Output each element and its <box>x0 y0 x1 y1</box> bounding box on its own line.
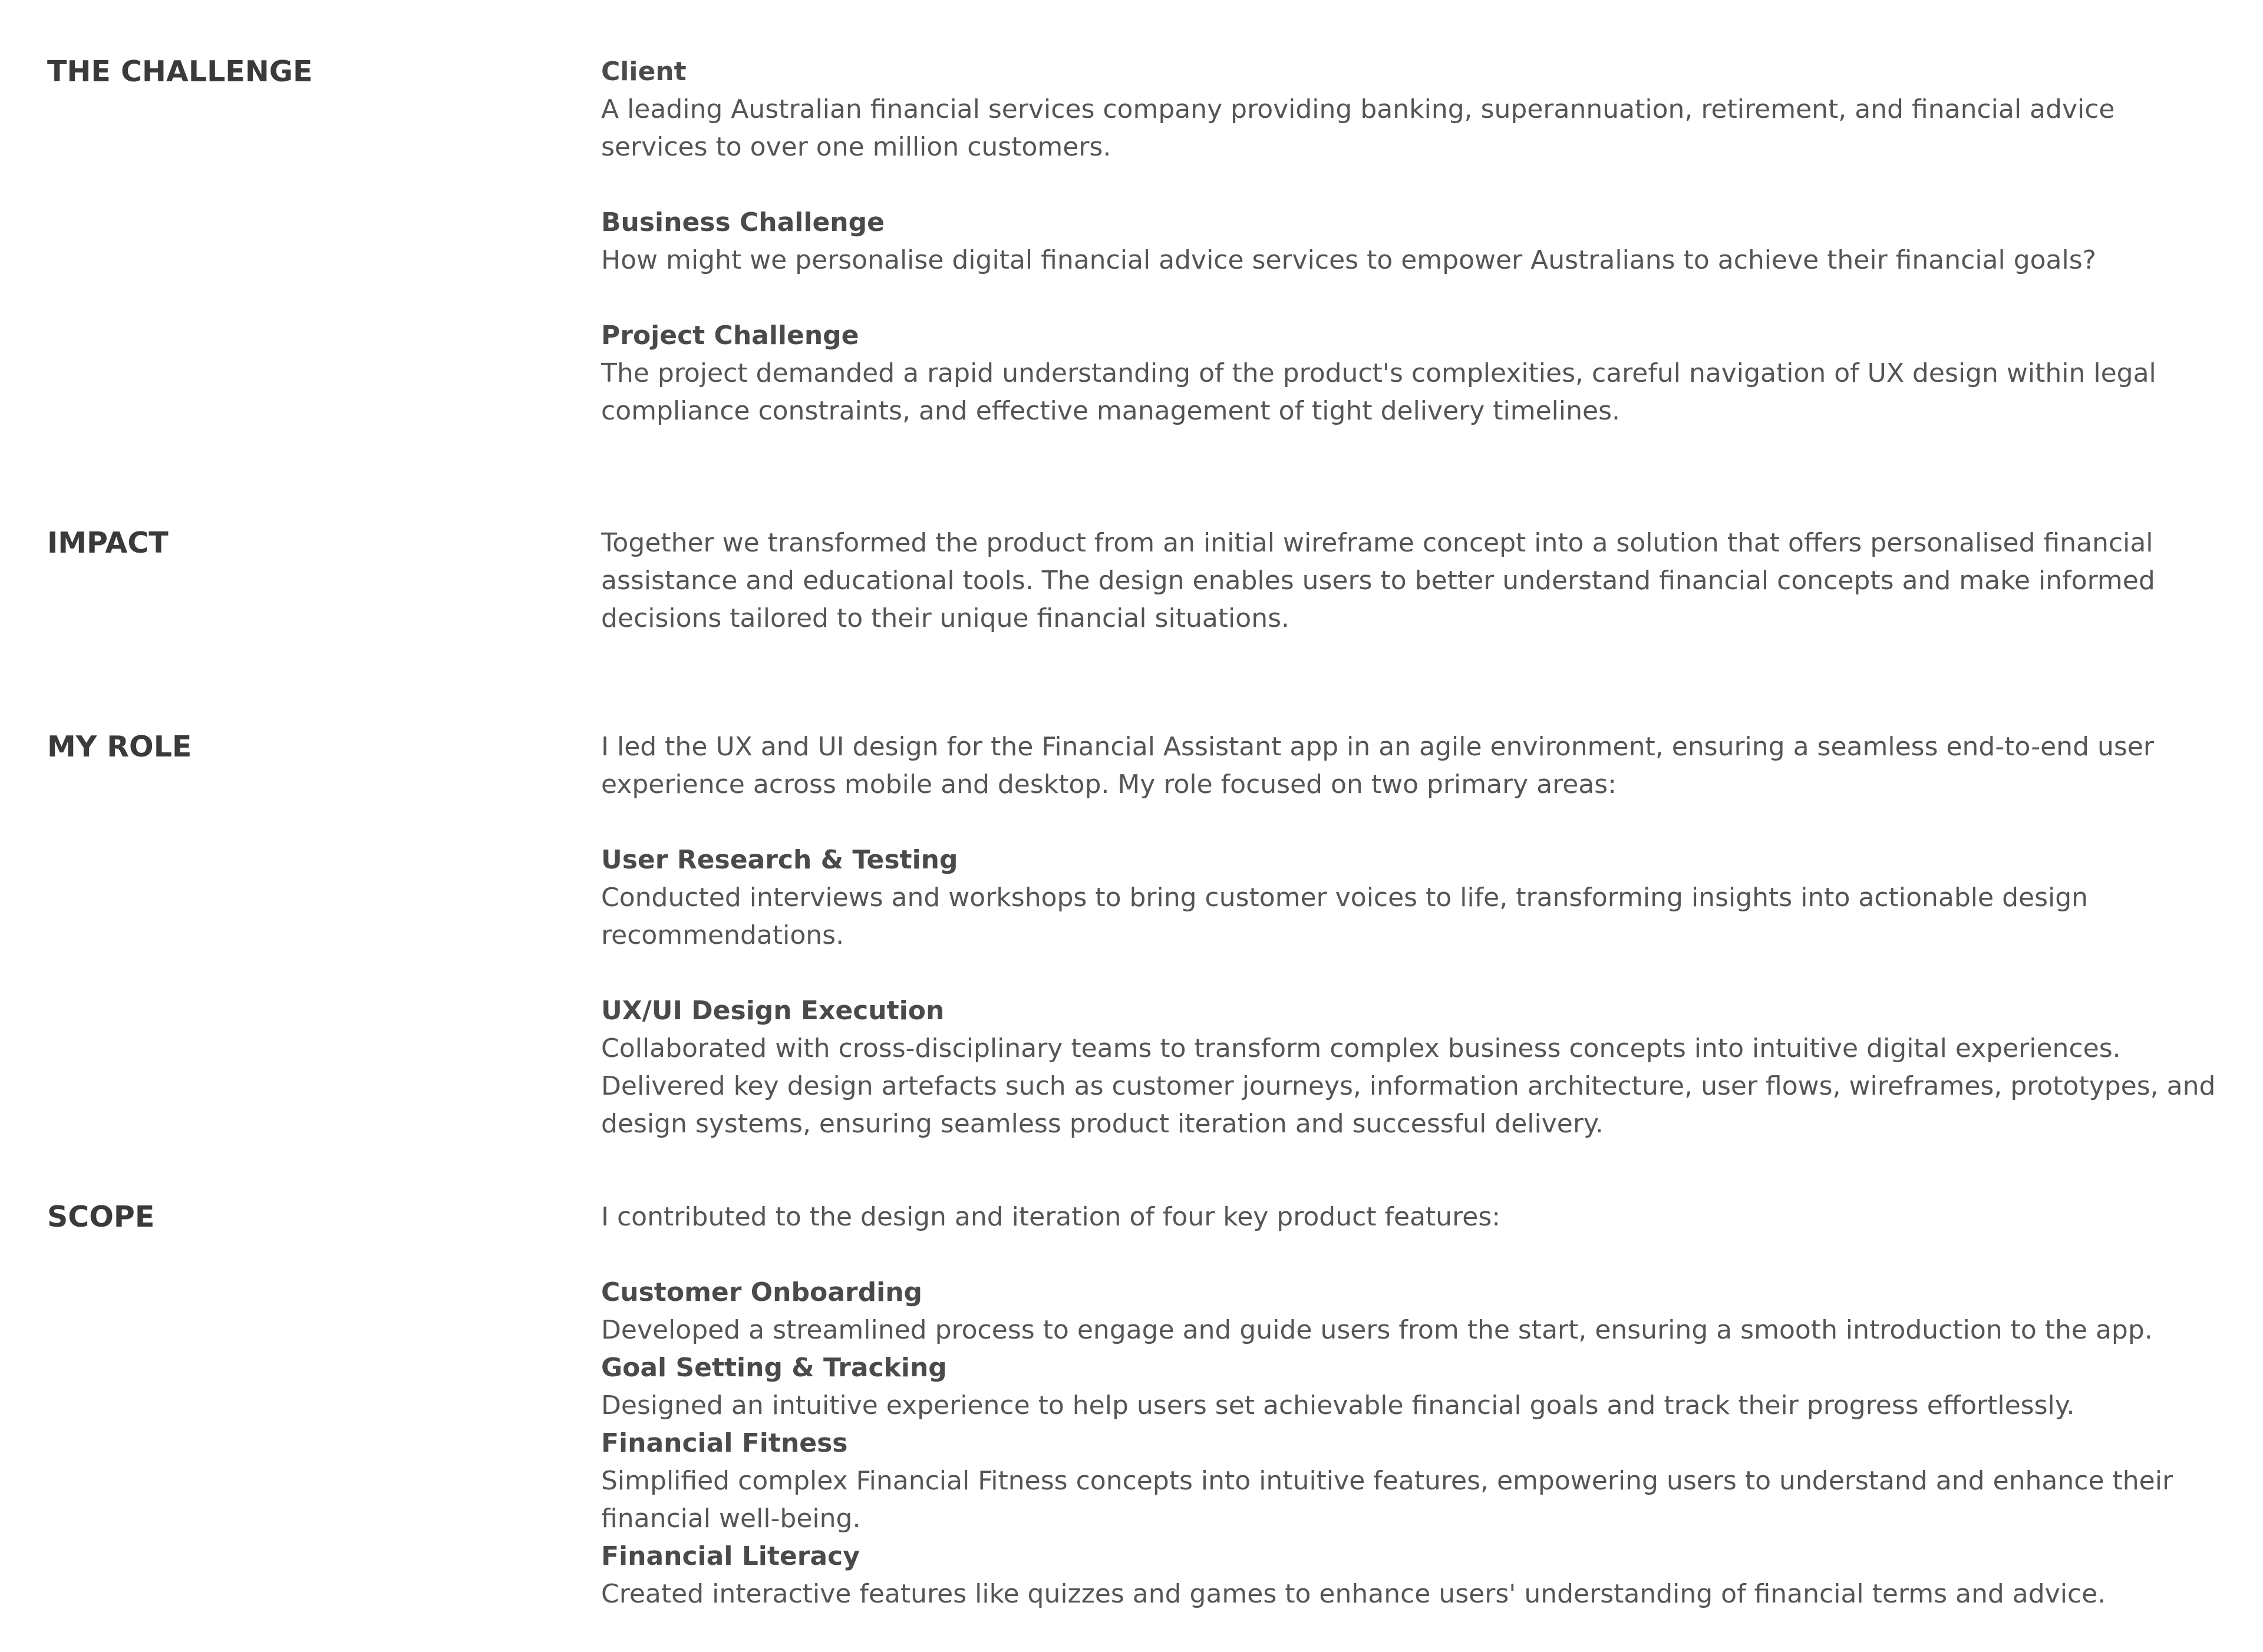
project-challenge-text: The project demanded a rapid understanding of the product's complexities, careful navigation of UX design within legal compliance constraints, and effective management of tight delivery timelines. <box>601 358 2156 426</box>
impact-text: Together we transformed the product from an initial wireframe concept into a solution that offers personalised financial assistance and educational tools. The design enables users to better understand financial concepts and make informed decisions tailored to their unique financial situations. <box>601 528 2155 633</box>
design-execution-text: Collaborated with cross-disciplinary teams to transform complex business concepts into intuitive digital experiences. Delivered key design artefacts such as customer journeys, information architecture, user flows, wireframes, prototypes, and design systems, ensuring seamless product iteration and successful delivery. <box>601 1033 2216 1139</box>
design-execution-block <box>601 992 2228 1143</box>
client-block <box>601 53 2228 166</box>
project-challenge-block <box>601 317 2228 430</box>
role-content <box>601 728 2228 1143</box>
goal-setting-title: Goal Setting & Tracking <box>601 1353 947 1383</box>
role-intro-text: I led the UX and UI design for the Financial Assistant app in an agile environment, ensuring a seamless end-to-end user experience across mobile and desktop. My role focused on two primary areas: <box>601 732 2154 799</box>
design-execution-title: UX/UI Design Execution <box>601 996 945 1026</box>
financial-literacy-text: Created interactive features like quizzes and games to enhance users' understanding of financial terms and advice. <box>601 1579 2106 1609</box>
customer-onboarding-text: Developed a streamlined process to engage and guide users from the start, ensuring a smooth introduction to the app. <box>601 1315 2153 1345</box>
business-challenge-title: Business Challenge <box>601 207 885 237</box>
user-research-title: User Research & Testing <box>601 845 958 875</box>
financial-literacy-block <box>601 1538 2228 1613</box>
scope-intro-text: I contributed to the design and iteration of four key product features: <box>601 1202 1501 1232</box>
project-challenge-title: Project Challenge <box>601 321 859 351</box>
challenge-heading: THE CHALLENGE <box>47 55 313 88</box>
scope-intro-block <box>601 1198 2228 1236</box>
goal-setting-text: Designed an intuitive experience to help users set achievable financial goals and track their progress effortlessly. <box>601 1390 2075 1420</box>
scope-content <box>601 1198 2228 1613</box>
user-research-block <box>601 841 2228 954</box>
financial-fitness-block <box>601 1425 2228 1538</box>
client-title: Client <box>601 57 687 87</box>
customer-onboarding-title: Customer Onboarding <box>601 1277 923 1307</box>
customer-onboarding-block <box>601 1274 2228 1349</box>
user-research-text: Conducted interviews and workshops to bring customer voices to life, transforming insights into actionable design recommendations. <box>601 883 2089 950</box>
scope-heading: SCOPE <box>47 1200 155 1234</box>
role-heading: MY ROLE <box>47 730 192 764</box>
financial-fitness-text: Simplified complex Financial Fitness concepts into intuitive features, empowering users to understand and enhance their financial well-being. <box>601 1466 2173 1534</box>
client-text: A leading Australian financial services company providing banking, superannuation, retirement, and financial advice services to over one million customers. <box>601 94 2115 162</box>
financial-fitness-title: Financial Fitness <box>601 1428 848 1458</box>
business-challenge-block <box>601 204 2228 279</box>
impact-block <box>601 524 2228 637</box>
role-intro-block <box>601 728 2228 804</box>
challenge-content <box>601 53 2228 430</box>
business-challenge-text: How might we personalise digital financial advice services to empower Australians to achieve their financial goals? <box>601 245 2097 275</box>
impact-content <box>601 524 2228 637</box>
goal-setting-block <box>601 1349 2228 1425</box>
financial-literacy-title: Financial Literacy <box>601 1541 860 1571</box>
impact-heading: IMPACT <box>47 526 169 560</box>
